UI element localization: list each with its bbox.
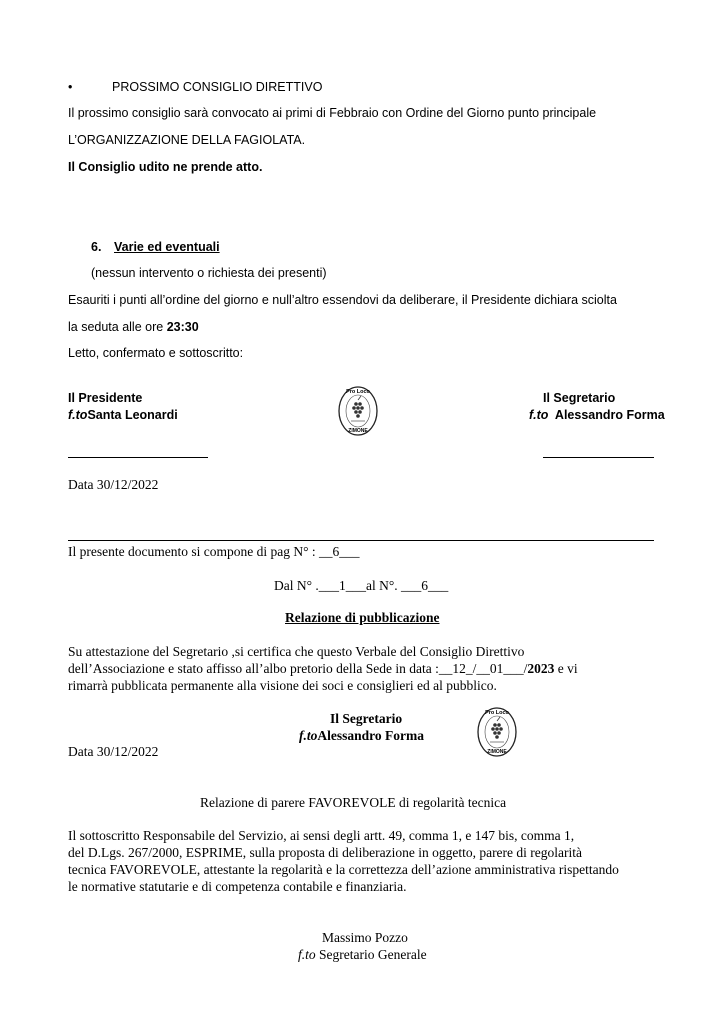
publication-year: 2023 — [527, 661, 555, 676]
stamp-bottom-text: ZIMONE — [487, 749, 507, 755]
signer-role — [298, 947, 427, 963]
publication-title: Relazione di pubblicazione — [285, 610, 440, 625]
secretary-title: Il Segretario — [543, 391, 616, 405]
publication-line3: rimarrà pubblicata permanente alla visione dei soci e consiglieri ed al pubblico. — [68, 678, 497, 693]
publication-secretary-signature — [299, 728, 424, 744]
pro-loco-stamp-icon — [476, 706, 518, 758]
closing-time: 23:30 — [166, 320, 199, 334]
stamp-bottom-text: ZIMONE — [348, 428, 368, 434]
misc-note: (nessun intervento o richiesta dei presenti) — [91, 266, 327, 280]
secretary-signature-line — [543, 457, 654, 458]
signer-fto: f.to — [298, 947, 316, 962]
technical-line1: Il sottoscritto Responsabile del Servizio, ai sensi degli artt. 49, comma 1, e 147 bis, comma 1, — [68, 828, 575, 843]
page-count: Il presente documento si compone di pag N° : __6___ — [68, 544, 360, 559]
closing-line1: Esauriti i punti all’ordine del giorno e null’altro essendovi da deliberare, il Presidente dichiara sciolta — [68, 293, 617, 307]
date-first: Data 30/12/2022 — [68, 477, 159, 492]
secretary-name: Alessandro Forma — [554, 408, 665, 422]
publication-secretary-name: Alessandro Forma — [317, 728, 424, 743]
paragraph-next-council-line1: Il prossimo consiglio sarà convocato ai primi di Febbraio con Ordine del Giorno punto principale — [68, 106, 597, 120]
technical-title: Relazione di parere FAVOREVOLE di regolarità tecnica — [200, 795, 507, 810]
signer-role-text: Segretario Generale — [315, 947, 427, 962]
secretary-signature — [529, 408, 665, 422]
stamp-top-text: Pro Loco — [346, 389, 370, 395]
page-range: Dal N° .___1___al N°. ___6___ — [274, 578, 449, 593]
secretary-fto: f.to — [529, 408, 549, 422]
president-signature-line — [68, 457, 208, 458]
stamp-top-text: Pro Loco — [485, 710, 509, 716]
publication-date: Data 30/12/2022 — [68, 744, 159, 759]
section-heading-misc: Varie ed eventuali — [114, 240, 220, 254]
publication-line2-text: dell’Associazione e stato affisso all’albo pretorio della Sede in data :__12_/__01___/ — [68, 661, 528, 676]
publication-line2 — [68, 661, 578, 677]
section-heading-next-council: PROSSIMO CONSIGLIO DIRETTIVO — [112, 80, 323, 94]
president-signature — [68, 408, 178, 422]
paragraph-next-council-line2: L’ORGANIZZAZIONE DELLA FAGIOLATA. — [68, 133, 306, 147]
signoff: Letto, confermato e sottoscritto: — [68, 346, 244, 360]
signer-name: Massimo Pozzo — [322, 930, 408, 945]
president-title: Il Presidente — [68, 391, 143, 405]
pro-loco-stamp-icon — [337, 385, 379, 437]
president-name: Santa Leonardi — [87, 408, 178, 422]
publication-line2-end: e vi — [554, 661, 578, 676]
publication-secretary-fto: f.to — [299, 728, 318, 743]
divider-line — [68, 540, 654, 541]
bullet: • — [68, 80, 73, 94]
technical-line3: tecnica FAVOREVOLE, attestante la regolarità e la correttezza dell’azione amministrativa rispettando — [68, 862, 619, 877]
section-number: 6. — [91, 240, 102, 254]
technical-line4: le normative statutarie e di competenza contabile e finanziaria. — [68, 879, 407, 894]
closing-line2 — [68, 320, 199, 334]
council-resolution: Il Consiglio udito ne prende atto. — [68, 160, 263, 174]
publication-secretary-title: Il Segretario — [330, 711, 403, 726]
president-fto: f.to — [68, 408, 88, 422]
publication-line1: Su attestazione del Segretario ,si certifica che questo Verbale del Consiglio Direttivo — [68, 644, 525, 659]
closing-line2-text: la seduta alle ore — [68, 320, 167, 334]
technical-line2: del D.Lgs. 267/2000, ESPRIME, sulla proposta di deliberazione in oggetto, parere di regolarità — [68, 845, 583, 860]
